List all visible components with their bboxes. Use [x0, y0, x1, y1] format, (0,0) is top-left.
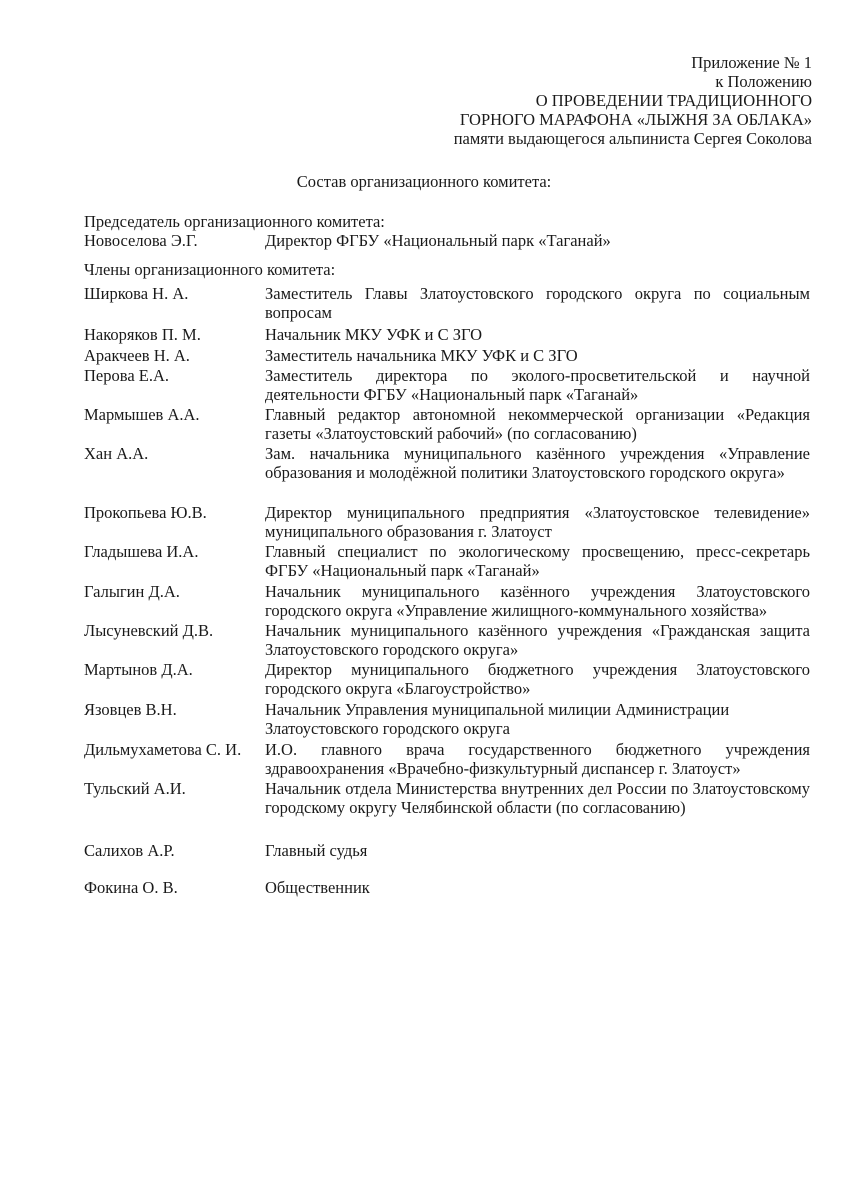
- member-position: Главный судья: [265, 841, 368, 860]
- member-position: Главный специалист по экологическому просвещению, пресс-секретарь ФГБУ «Национальный парк «Таганай»: [265, 542, 810, 580]
- member-position: Начальник отдела Министерства внутренних дел России по Златоустовскому городскому округу Челябинской области (по согласованию): [265, 779, 810, 817]
- member-name: Хан А.А.: [84, 444, 149, 463]
- member-name: Галыгин Д.А.: [84, 582, 180, 601]
- member-position: Начальник муниципального казённого учреждения Златоустовского городского округа «Управление жилищного-коммунального хозяйства»: [265, 582, 810, 620]
- chairman-name: Новоселова Э.Г.: [84, 231, 198, 250]
- member-name: Прокопьева Ю.В.: [84, 503, 207, 522]
- chairman-label: Председатель организационного комитета:: [84, 212, 385, 231]
- member-name: Гладышева И.А.: [84, 542, 199, 561]
- chairman-position: Директор ФГБУ «Национальный парк «Таганай»: [265, 231, 611, 250]
- member-name: Мартынов Д.А.: [84, 660, 193, 679]
- member-position: Начальник Управления муниципальной милиции Администрации Златоустовского городского округа: [265, 700, 730, 738]
- regulation-title-line-1: О ПРОВЕДЕНИИ ТРАДИЦИОННОГО: [535, 91, 812, 110]
- regulation-title-line-2: ГОРНОГО МАРАФОНА «ЛЫЖНЯ ЗА ОБЛАКА»: [459, 110, 812, 129]
- member-position: Заместитель начальника МКУ УФК и С ЗГО: [265, 346, 578, 365]
- appendix-number: Приложение № 1: [691, 53, 812, 72]
- member-name: Язовцев В.Н.: [84, 700, 177, 719]
- member-position: Главный редактор автономной некоммерческой организации «Редакция газеты «Златоустовский рабочий» (по согласованию): [265, 405, 810, 443]
- member-position: Директор муниципального бюджетного учреждения Златоустовского городского округа «Благоустройство»: [265, 660, 810, 698]
- appendix-reference: к Положению: [715, 72, 812, 91]
- member-name: Салихов А.Р.: [84, 841, 175, 860]
- member-position: Начальник МКУ УФК и С ЗГО: [265, 325, 483, 344]
- document-title: Состав организационного комитета:: [296, 172, 552, 191]
- members-label: Члены организационного комитета:: [84, 260, 336, 279]
- member-name: Ширкова Н. А.: [84, 284, 189, 303]
- member-name: Аракчеев Н. А.: [84, 346, 190, 365]
- member-name: Перова Е.А.: [84, 366, 170, 385]
- member-name: Тульский А.И.: [84, 779, 186, 798]
- member-name: Лысуневский Д.В.: [84, 621, 214, 640]
- appendix-header: [454, 53, 812, 148]
- member-position: Начальник муниципального казённого учреждения «Гражданская защита Златоустовского городского округа»: [265, 621, 810, 659]
- member-name: Фокина О. В.: [84, 878, 178, 897]
- member-position: Общественник: [265, 878, 370, 897]
- member-name: Мармышев А.А.: [84, 405, 200, 424]
- member-name: Дильмухаметова С. И.: [84, 740, 242, 759]
- regulation-dedication: памяти выдающегося альпиниста Сергея Соколова: [453, 129, 812, 148]
- member-position: Заместитель директора по эколого-просветительской и научной деятельности ФГБУ «Национальный парк «Таганай»: [265, 366, 810, 404]
- member-position: Зам. начальника муниципального казённого учреждения «Управление образования и молодёжной политики Златоустовского городского округа»: [265, 444, 810, 482]
- member-position: Заместитель Главы Златоустовского городского округа по социальным вопросам: [265, 284, 810, 322]
- member-position: Директор муниципального предприятия «Златоустовское телевидение» муниципального образования г. Златоуст: [265, 503, 810, 541]
- member-name: Накоряков П. М.: [84, 325, 201, 344]
- member-position: И.О. главного врача государственного бюджетного учреждения здравоохранения «Врачебно-физкультурный диспансер г. Златоуст»: [265, 740, 810, 778]
